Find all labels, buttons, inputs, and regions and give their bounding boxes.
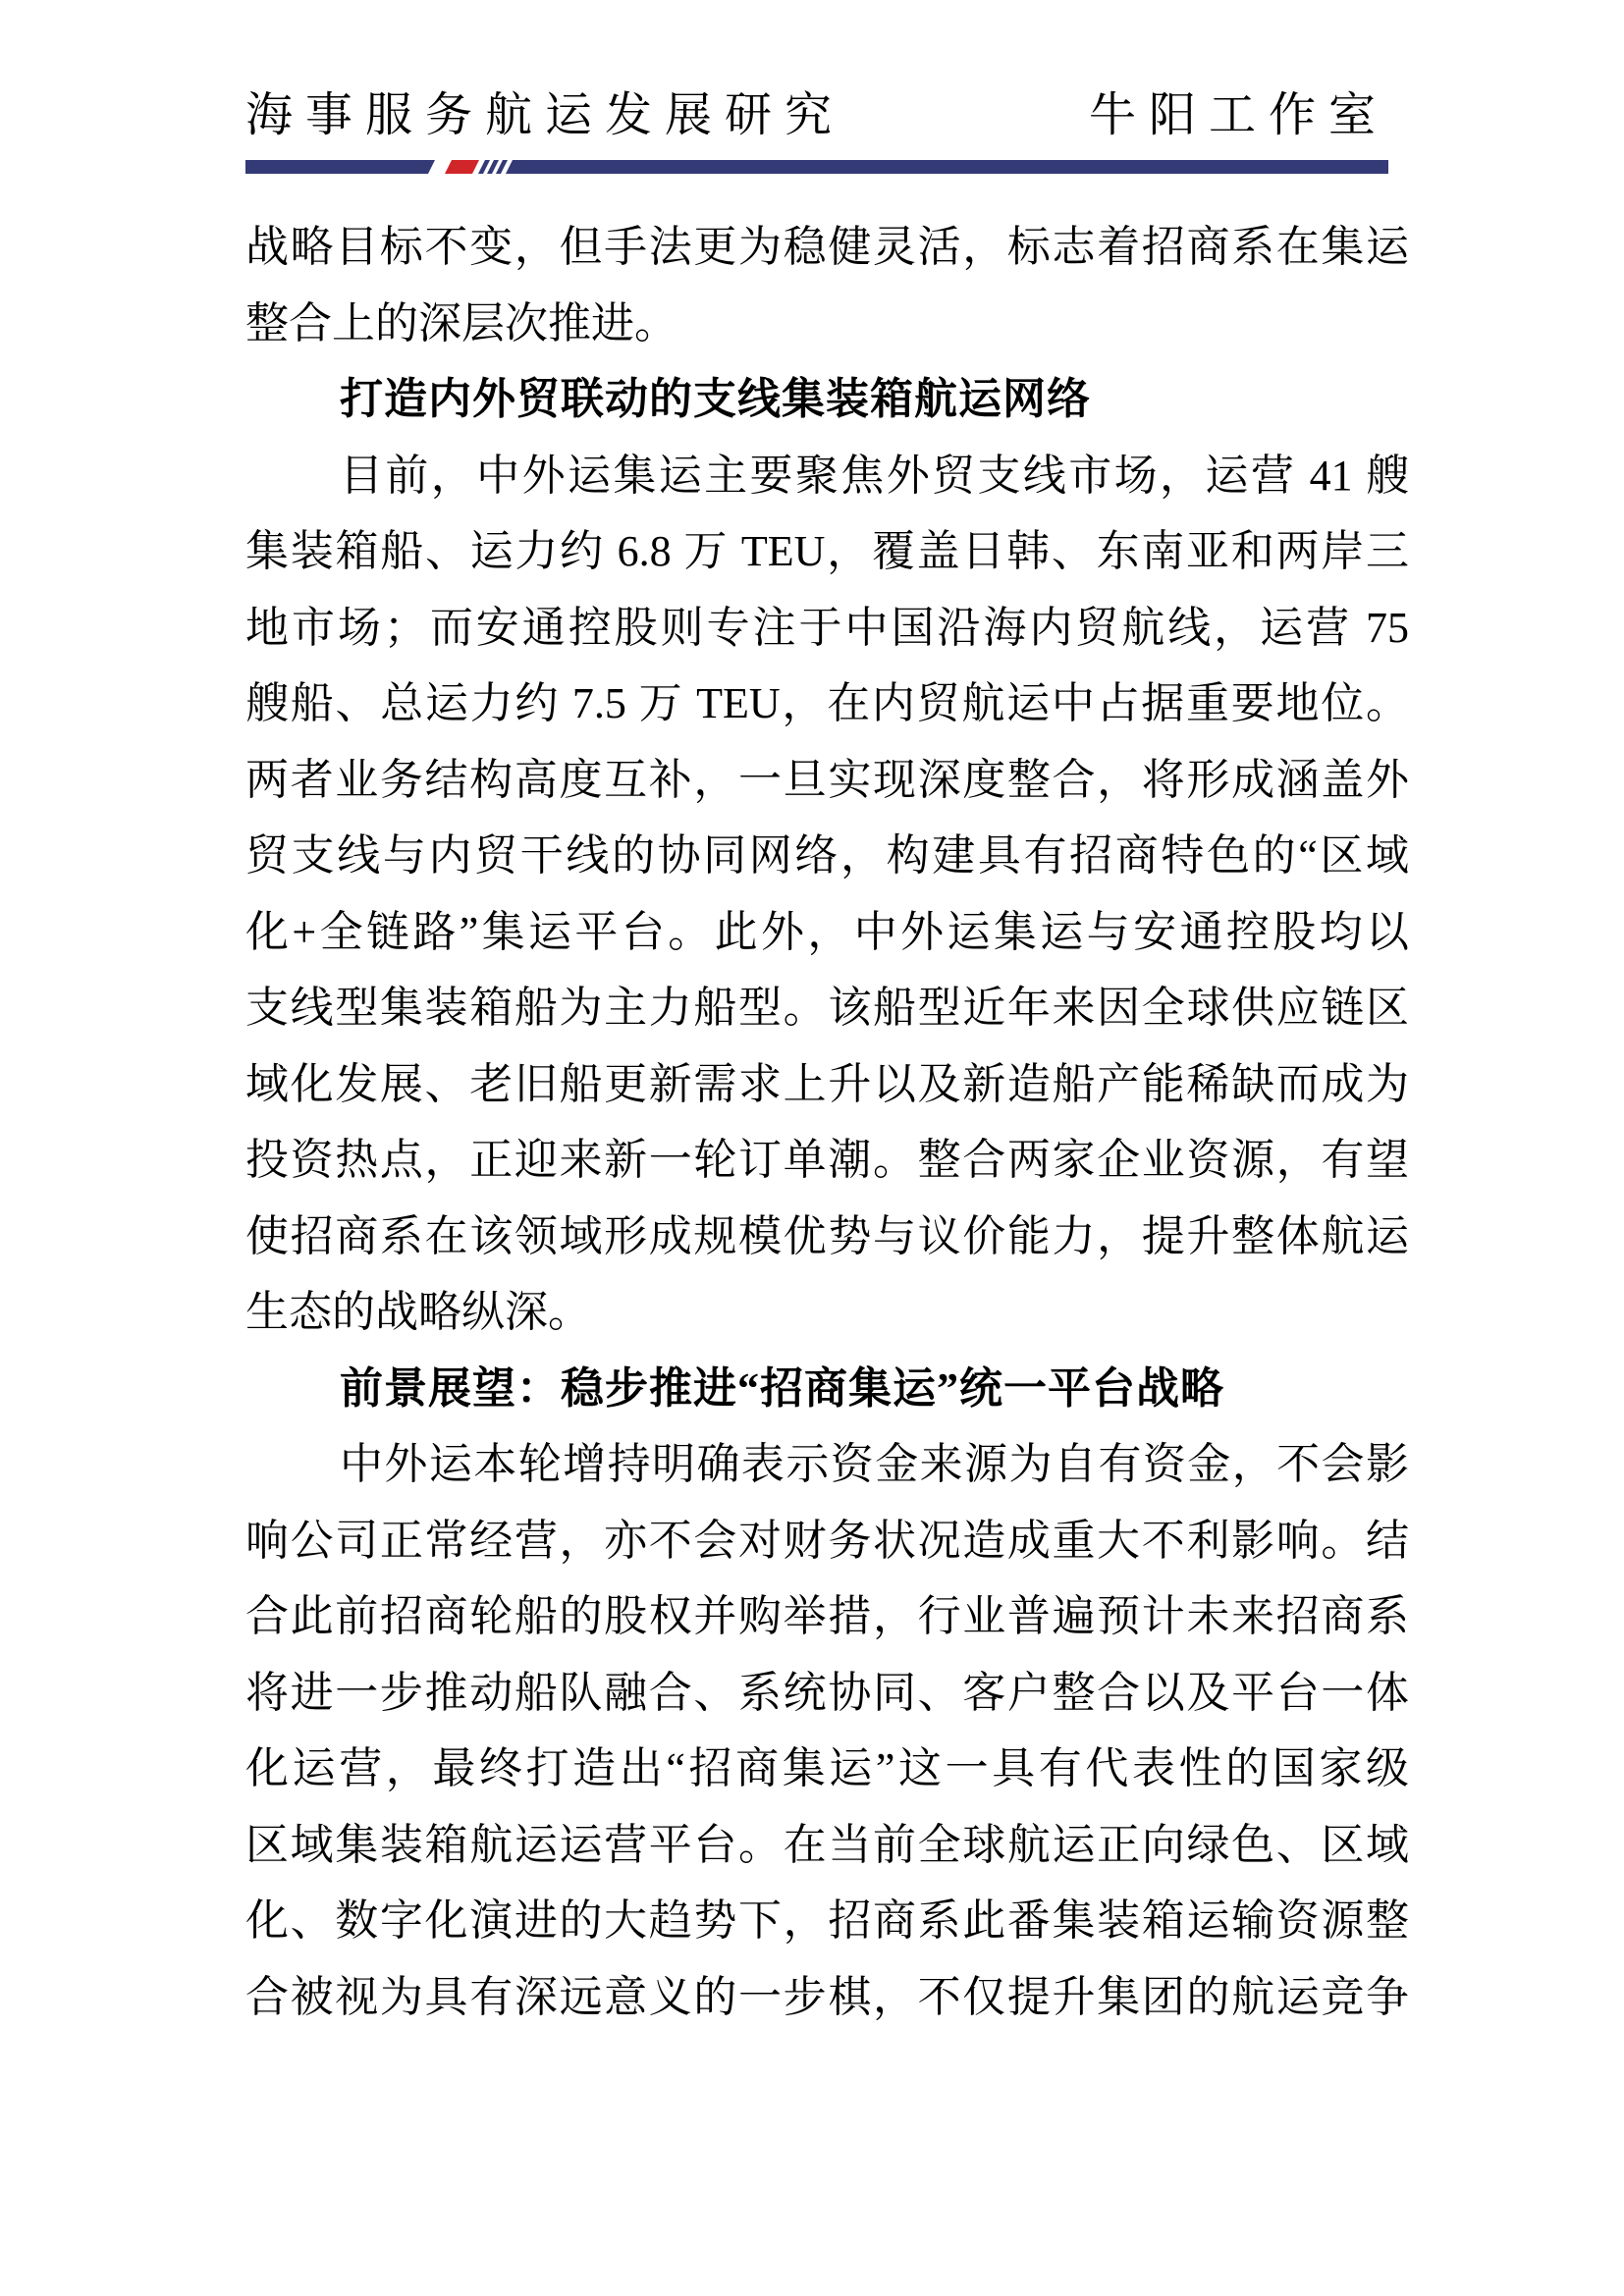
- body-line: 合此前招商轮船的股权并购举措，行业普遍预计未来招商系: [245, 1592, 1409, 1640]
- body-line: 合被视为具有深远意义的一步棋，不仅提升集团的航运竞争: [245, 1972, 1409, 2021]
- header-divider-rule: [245, 160, 1388, 174]
- body-line: 目前，中外运集运主要聚焦外贸支线市场，运营 41 艘: [340, 451, 1409, 500]
- body-line: 化+全链路”集运平台。此外，中外运集运与安通控股均以: [245, 907, 1409, 956]
- header-left-title: 海事服务航运发展研究: [245, 89, 845, 141]
- body-line: 艘船、总运力约 7.5 万 TEU，在内贸航运中占据重要地位。: [245, 679, 1409, 727]
- body-line: 地市场；而安通控股则专注于中国沿海内贸航线，运营 75: [245, 603, 1409, 652]
- paragraph-end-line: 整合上的深层次推进。: [245, 298, 677, 347]
- body-line: 化、数字化演进的大趋势下，招商系此番集装箱运输资源整: [245, 1896, 1409, 1945]
- body-line: 两者业务结构高度互补，一旦实现深度整合，将形成涵盖外: [245, 755, 1409, 804]
- body-line: 将进一步推动船队融合、系统协同、客户整合以及平台一体: [245, 1668, 1409, 1717]
- header-right-title: 牛阳工作室: [1088, 89, 1388, 141]
- page-header: [245, 77, 1388, 144]
- body-line: 域化发展、老旧船更新需求上升以及新造船产能稀缺而成为: [245, 1059, 1409, 1108]
- body-line: 化运营，最终打造出“招商集运”这一具有代表性的国家级: [245, 1744, 1409, 1792]
- body-line: 战略目标不变，但手法更为稳健灵活，标志着招商系在集运: [245, 223, 1409, 271]
- body-line: 集装箱船、运力约 6.8 万 TEU，覆盖日韩、东南亚和两岸三: [245, 527, 1409, 575]
- section-heading: 前景展望：稳步推进“招商集运”统一平台战略: [340, 1363, 1224, 1413]
- divider-bar: [245, 160, 1388, 174]
- body-line: 响公司正常经营，亦不会对财务状况造成重大不利影响。结: [245, 1516, 1409, 1565]
- body-line: 投资热点，正迎来新一轮订单潮。整合两家企业资源，有望: [245, 1136, 1409, 1184]
- body-line: 区域集装箱航运运营平台。在当前全球航运正向绿色、区域: [245, 1820, 1409, 1869]
- body-line: 使招商系在该领域形成规模优势与议价能力，提升整体航运: [245, 1211, 1409, 1260]
- paragraph-end-line: 生态的战略纵深。: [245, 1288, 591, 1336]
- document-body: [245, 209, 1409, 2035]
- body-line: 贸支线与内贸干线的协同网络，构建具有招商特色的“区域: [245, 831, 1409, 880]
- section-heading: 打造内外贸联动的支线集装箱航运网络: [340, 375, 1091, 423]
- body-line: 支线型集装箱船为主力船型。该船型近年来因全球供应链区: [245, 984, 1409, 1032]
- body-line: 中外运本轮增持明确表示资金来源为自有资金，不会影: [340, 1440, 1409, 1488]
